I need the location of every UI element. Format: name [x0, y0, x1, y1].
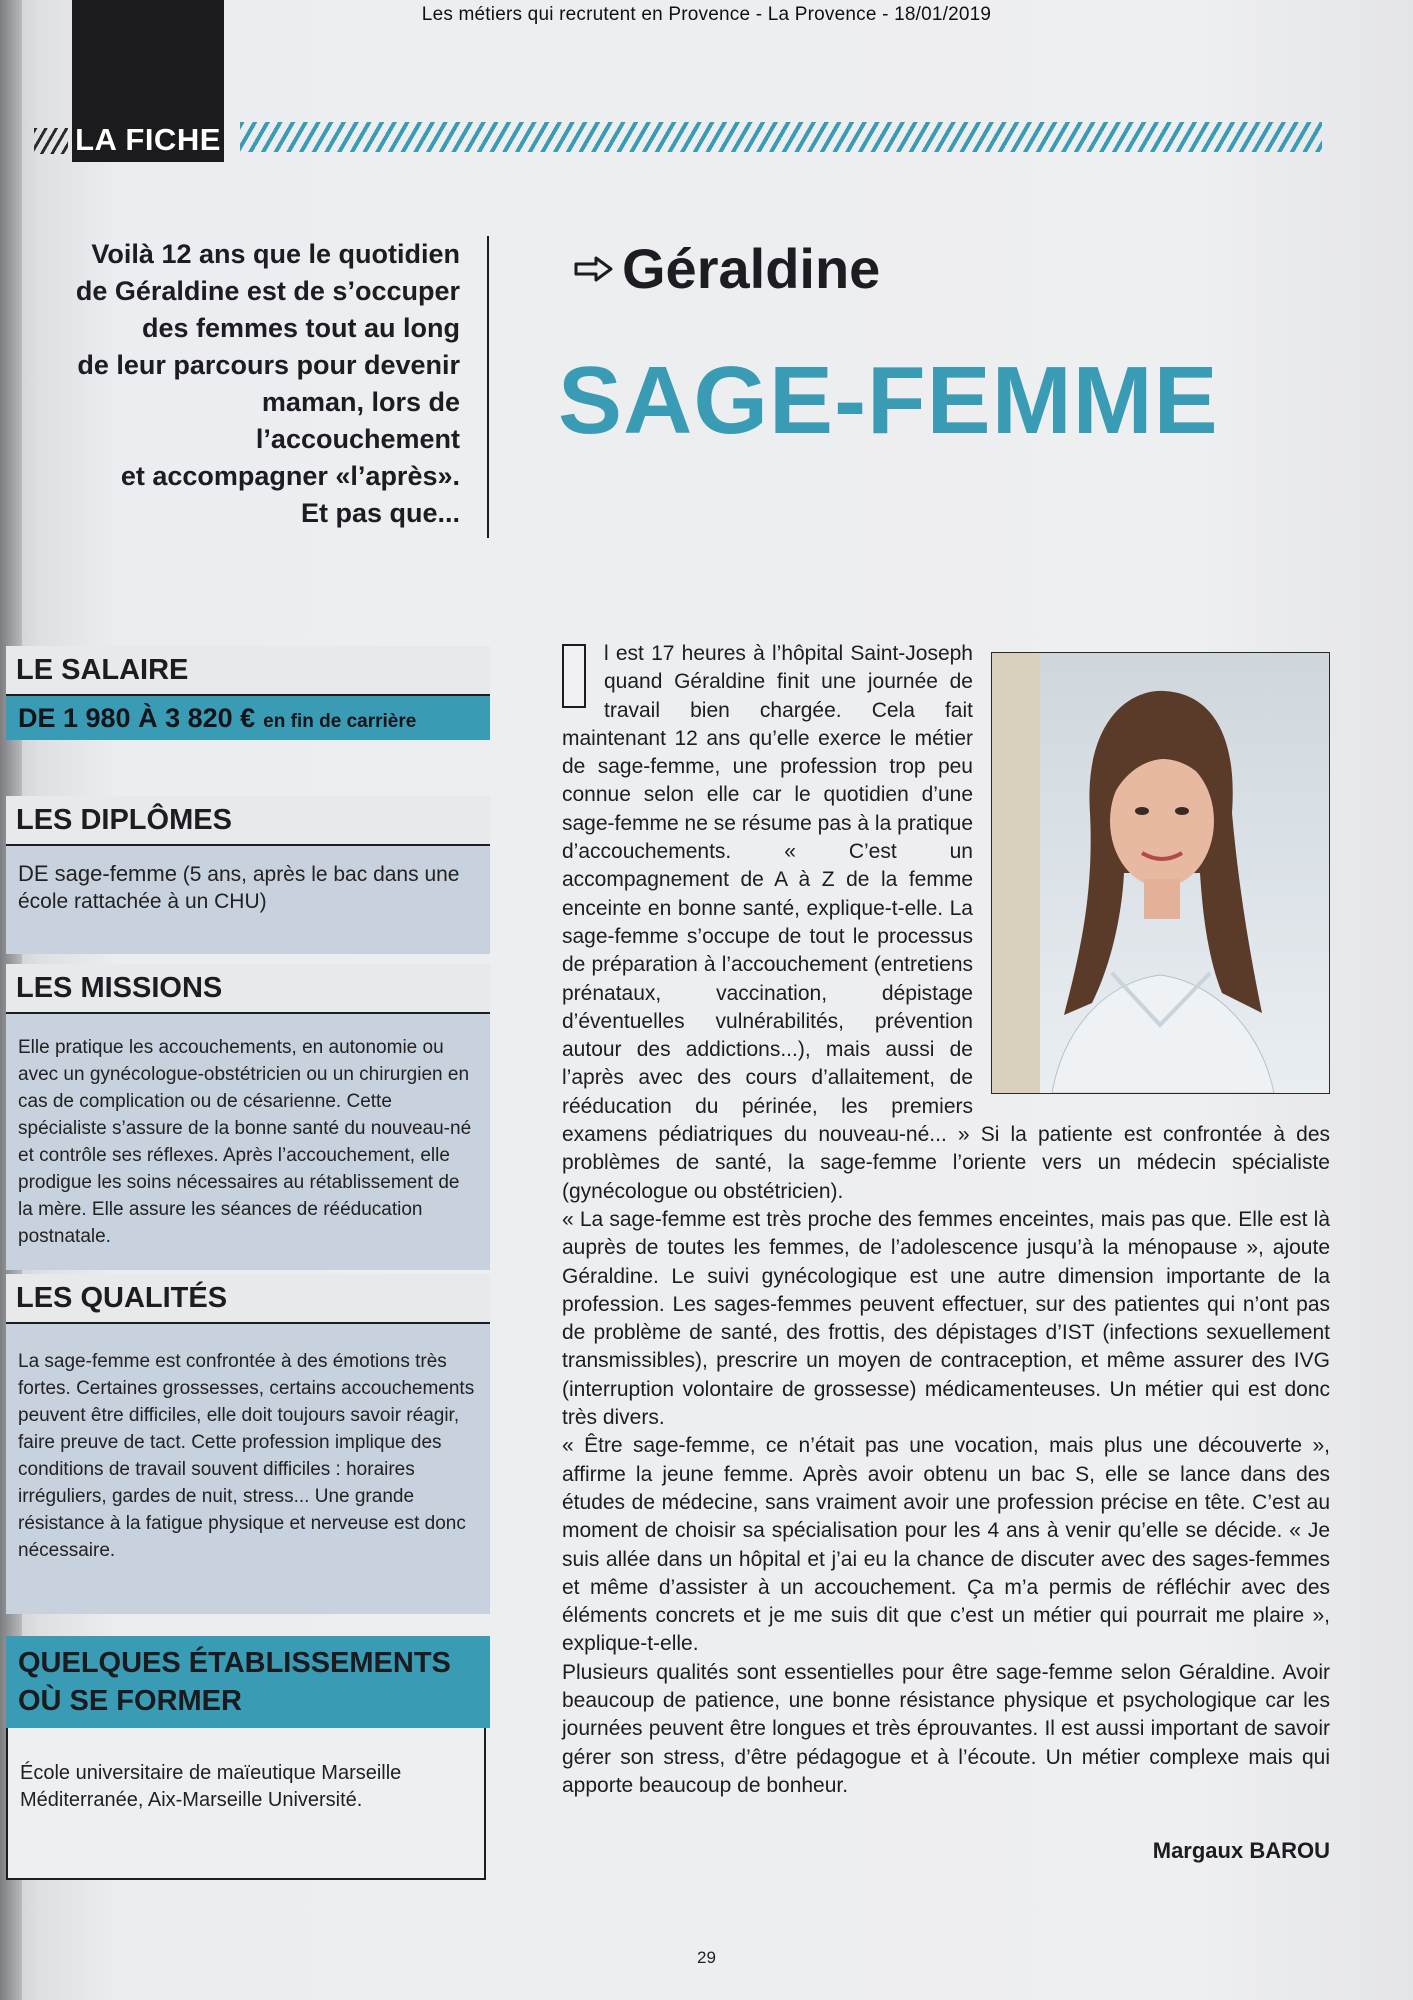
- headline-name: [574, 234, 880, 304]
- diplomas-section: [6, 796, 490, 954]
- page-number: 29: [697, 1948, 716, 1967]
- author-byline: Margaux BAROU: [1152, 1838, 1330, 1863]
- diplomas-strong: DE sage-femme: [18, 861, 177, 886]
- diplomas-detail: (5 ans, après le bac dans une école rattachée à un CHU): [18, 863, 460, 913]
- diplomas-body: [6, 846, 490, 954]
- salary-note: en fin de carrière: [263, 711, 417, 732]
- section-label: LA FICHE: [72, 118, 224, 162]
- intro-line: Et pas que...: [300, 498, 460, 528]
- arrow-right-icon: [574, 255, 614, 283]
- salary-heading: LE SALAIRE: [6, 646, 490, 696]
- drop-cap-frame: [562, 644, 586, 708]
- training-heading-line: OÙ SE FORMER: [18, 1685, 242, 1717]
- article-paragraph: l est 17 heures à l’hôpital Saint-Joseph quand Géraldine finit une journée de travail bien chargée. Cela fait maintenant 12 ans qu’elle exerce le métier de sage-femme, une profession trop peu connue selon elle car le quotidien d’une sage-femme ne se résume pas à la pratique d’accouchements. « C’est un accompagnement de A à Z de la femme enceinte en bonne santé, explique-t-elle. La sage-femme s’occupe de tout le processus de préparation à l’accouchement (entretiens prénataux, vaccination, dépistage d’éventuelles vulnérabilités, prévention autour des addictions...), mais aussi de l’après avec des cours d’allaitement, de rééducation du périnée, les premiers examens pédiatriques du nouveau-né... » Si la patiente est confrontée à des problèmes de santé, la sage-femme l’oriente vers un médecin spécialiste (gynécologue ou obstétricien).: [562, 642, 1330, 1203]
- qualities-heading: LES QUALITÉS: [6, 1274, 490, 1324]
- article-body: [562, 640, 1330, 1800]
- intro-line: de Géraldine est de s’occuper: [75, 276, 460, 306]
- salary-range-value: DE 1 980 À 3 820 €: [18, 703, 256, 733]
- intro-divider: [487, 236, 489, 538]
- salary-section: [6, 646, 490, 740]
- intro-line: et accompagner «l’après».: [120, 461, 460, 491]
- intro-line: Voilà 12 ans que le quotidien: [91, 239, 460, 269]
- intro-text: [60, 236, 460, 532]
- training-section: [6, 1636, 490, 1880]
- hatch-decoration-right: [240, 122, 1322, 152]
- headline-name-text: Géraldine: [622, 237, 881, 300]
- hatch-decoration-left: [34, 128, 68, 154]
- salary-range: [6, 696, 490, 740]
- headline-job: SAGE-FEMME: [558, 347, 1219, 454]
- intro-line: des femmes tout au long: [141, 313, 460, 343]
- diplomas-heading: LES DIPLÔMES: [6, 796, 490, 846]
- training-body: École universitaire de maïeutique Marseille Méditerranée, Aix-Marseille Université.: [6, 1728, 486, 1880]
- qualities-body: La sage-femme est confrontée à des émotions très fortes. Certaines grossesses, certains accouchements peuvent être difficiles, elle doit toujours savoir réagir, faire preuve de tact. Cette profession implique des conditions de travail souvent difficiles : horaires irréguliers, gardes de nuit, stress... Une grande résistance à la fatigue physique et nerveuse est donc nécessaire.: [6, 1324, 490, 1614]
- source-line: Les métiers qui recrutent en Provence - La Provence - 18/01/2019: [421, 4, 992, 25]
- portrait-photo: [991, 652, 1330, 1094]
- article-paragraph: « Être sage-femme, ce n’était pas une vocation, mais plus une découverte », affirme la jeune femme. Après avoir obtenu un bac S, elle se lance dans des études de médecine, sans vraiment avoir une profession précise en tête. C’est au moment de choisir sa spécialisation pour les 4 ans à venir qu’elle se décide. « Je suis allée dans un hôpital et j’ai eu la chance de discuter avec des sages-femmes et même d’assister à un accouchement. Ça m’a permis de réfléchir avec des éléments concrets et je me suis dit que c’est un métier qui pourrait me plaire », explique-t-elle.: [562, 1434, 1330, 1656]
- training-heading-line: QUELQUES ÉTABLISSEMENTS: [18, 1647, 451, 1679]
- intro-line: de leur parcours pour devenir: [77, 350, 460, 380]
- section-tab: [72, 0, 224, 122]
- article-paragraph: Plusieurs qualités sont essentielles pour être sage-femme selon Géraldine. Avoir beaucoup de patience, une bonne résistance physique et psychologique car les journées peuvent être longues et très éprouvantes. Il est aussi important de savoir gérer son stress, d’être pédagogue et à l’écoute. Un métier complexe mais qui apporte beaucoup de bonheur.: [562, 1660, 1330, 1797]
- article-paragraph: « La sage-femme est très proche des femmes enceintes, mais pas que. Elle est là auprès de toutes les femmes, de l’adolescence jusqu’à la ménopause », ajoute Géraldine. Le suivi gynécologique est une autre dimension importante de la profession. Les sages-femmes peuvent effectuer, sur des patientes qui n’ont pas de problème de santé, des frottis, des dépistages d’IST (infections sexuellement transmissibles), prescrire un moyen de contraception, et même assurer des IVG (interruption volontaire de grossesse) médicamenteuses. Un métier qui est donc très divers.: [562, 1207, 1330, 1430]
- missions-section: [6, 964, 490, 1270]
- missions-heading: LES MISSIONS: [6, 964, 490, 1014]
- training-heading: [6, 1636, 490, 1728]
- qualities-section: [6, 1274, 490, 1614]
- missions-body: Elle pratique les accouchements, en autonomie ou avec un gynécologue-obstétricien ou un chirurgien en cas de complication ou de césarienne. Cette spécialiste s’assure de la bonne santé du nouveau-né et contrôle ses réflexes. Après l’accouchement, elle prodigue les soins nécessaires au rétablissement de la mère. Elle assure les séances de rééducation postnatale.: [6, 1014, 490, 1270]
- intro-line: maman, lors de l’accouchement: [255, 387, 460, 454]
